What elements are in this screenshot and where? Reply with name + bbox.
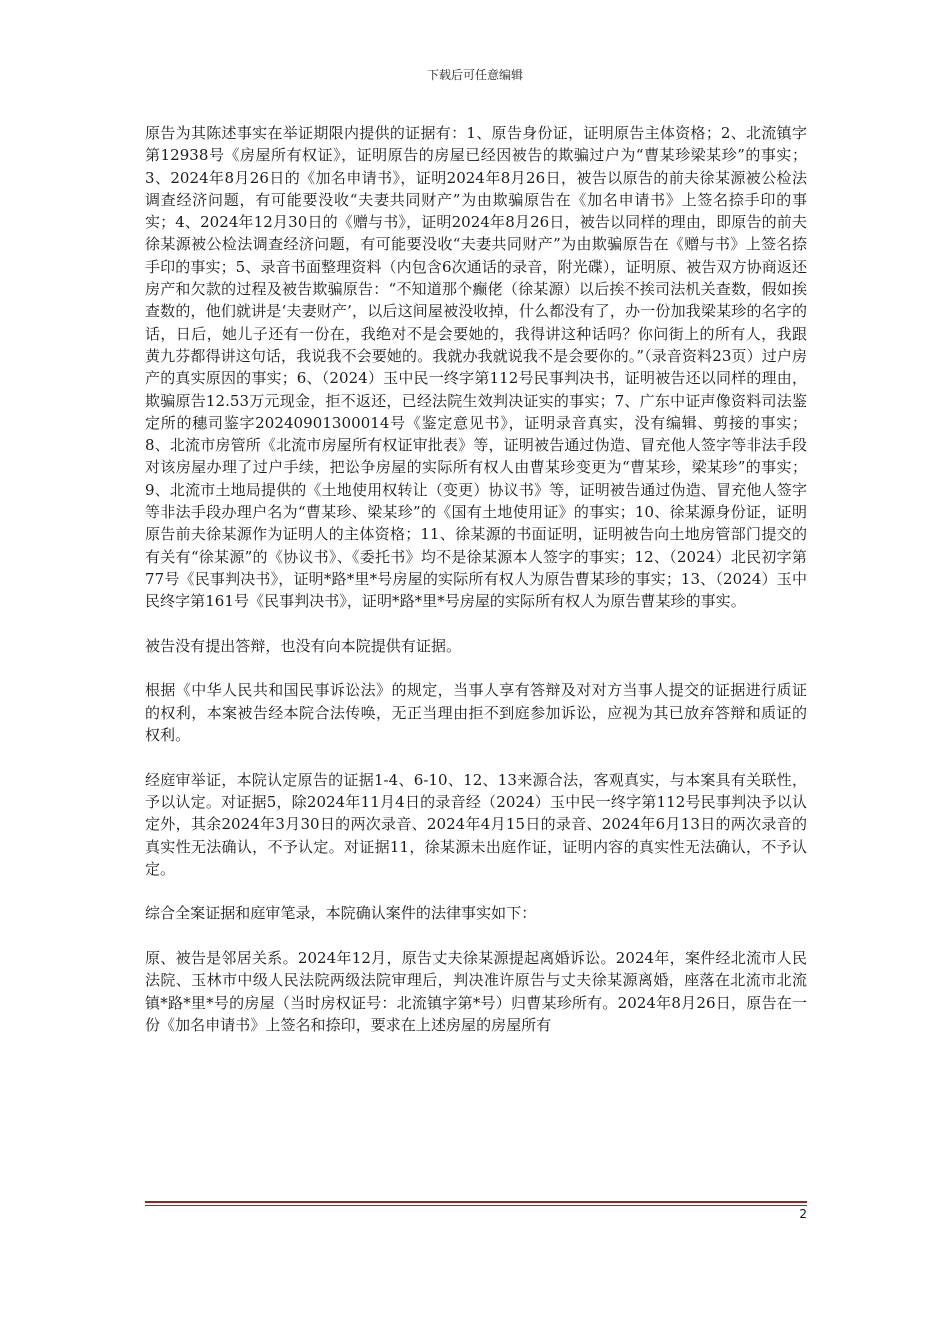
footer-divider-thin <box>145 1205 807 1206</box>
document-body <box>145 122 807 1036</box>
paragraph-evidence-finding: 经庭审举证，本院认定原告的证据1-4、6-10、12、13来源合法，客观真实，与本案具有关联性，予以认定。对证据5，除2024年11月4日的录音经（2024）玉中民一终字第112号民事判决予以认定外，其余2024年3月30日的两次录音、2024年4月15日的录音、2024年6月13日的两次录音的真实性无法确认，不予认定。对证据11，徐某源未出庭作证，证明内容的真实性无法确认，不予认定。 <box>145 770 807 878</box>
page-header-note: 下载后可任意编辑 <box>426 68 523 82</box>
paragraph-facts: 原、被告是邻居关系。2024年12月，原告丈夫徐某源提起离婚诉讼。2024年，案件经北流市人民法院、玉林市中级人民法院两级法院审理后，判决准许原告与丈夫徐某源离婚，座落在北流市北流镇*路*里*号的房屋（当时房权证号：北流镇字第*号）归曹某珍所有。2024年8月26日，原告在一份《加名申请书》上签名和捺印，要求在上述房屋的房屋所有 <box>145 948 807 1034</box>
page-number: 2 <box>799 1207 807 1221</box>
paragraph-evidence-list: 原告为其陈述事实在举证期限内提供的证据有：1、原告身份证，证明原告主体资格；2、北流镇字第12938号《房屋所有权证》，证明原告的房屋已经因被告的欺骗过户为“曹某珍梁某珍”的事实；3、2024年8月26日的《加名申请书》，证明2024年8月26日，被告以原告的前夫徐某源被公检法调查经济问题，有可能要没收“夫妻共同财产”为由欺骗原告在《加名申请书》上签名捺手印的事实；4、2024年12月30日的《赠与书》，证明2024年8月26日，被告以同样的理由，即原告的前夫徐某源被公检法调查经济问题，有可能要没收“夫妻共同财产”为由欺骗原告在《赠与书》上签名捺手印的事实；5、录音书面整理资料（内包含6次通话的录音，附光碟），证明原、被告双方协商返还房产和欠款的过程及被告欺骗原告：“不知道那个癫佬（徐某源）以后挨不挨司法机关查数，假如挨查数的，他们就讲是‘夫妻财产’，以后这间屋被没收掉，什么都没有了，办一份加我梁某珍的名字的话，日后，她儿子还有一份在，我绝对不是会要她的，我得讲这种话吗？你问街上的所有人，我跟黄九芬都得讲这句话，我说我不会要她的。我就办我就说我不是会要你的。”（录音资料23页）过户房产的真实原因的事实；6、（2024）玉中民一终字第112号民事判决书，证明被告还以同样的理由，欺骗原告12.53万元现金，拒不返还，已经法院生效判决证实的事实；7、广东中证声像资料司法鉴定所的穗司鉴字20240901300014号《鉴定意见书》，证明录音真实，没有编辑、剪接的事实；8、北流市房管所《北流市房屋所有权证审批表》等，证明被告通过伪造、冒充他人签字等非法手段对该房屋办理了过户手续，把讼争房屋的实际所有权人由曹某珍变更为“曹某珍，梁某珍”的事实；9、北流市土地局提供的《土地使用权转让（变更）协议书》等，证明被告通过伪造、冒充他人签字等非法手段办理户名为“曹某珍、梁某珍”的《国有土地使用证》的事实；10、徐某源身份证，证明原告前夫徐某源作为证明人的主体资格；11、徐某源的书面证明，证明被告向土地房管部门提交的有关有“徐某源”的《协议书》、《委托书》均不是徐某源本人签字的事实；12、（2024）北民初字第77号《民事判决书》，证明*路*里*号房屋的实际所有权人为原告曹某珍的事实；13、（2024）玉中民终字第161号《民事判决书》，证明*路*里*号房屋的实际所有权人为原告曹某珍的事实。 <box>145 124 807 611</box>
paragraph-defendant-no-reply: 被告没有提出答辩，也没有向本院提供有证据。 <box>145 636 462 655</box>
paragraph-legal-basis: 根据《中华人民共和国民事诉讼法》的规定，当事人享有答辩及对对方当事人提交的证据进行质证的权利，本案被告经本院合法传唤，无正当理由拒不到庭参加诉讼，应视为其已放弃答辩和质证的权利。 <box>145 681 807 745</box>
footer-divider-thick <box>145 1201 807 1203</box>
paragraph-facts-intro: 综合全案证据和庭审笔录，本院确认案件的法律事实如下： <box>145 904 537 923</box>
